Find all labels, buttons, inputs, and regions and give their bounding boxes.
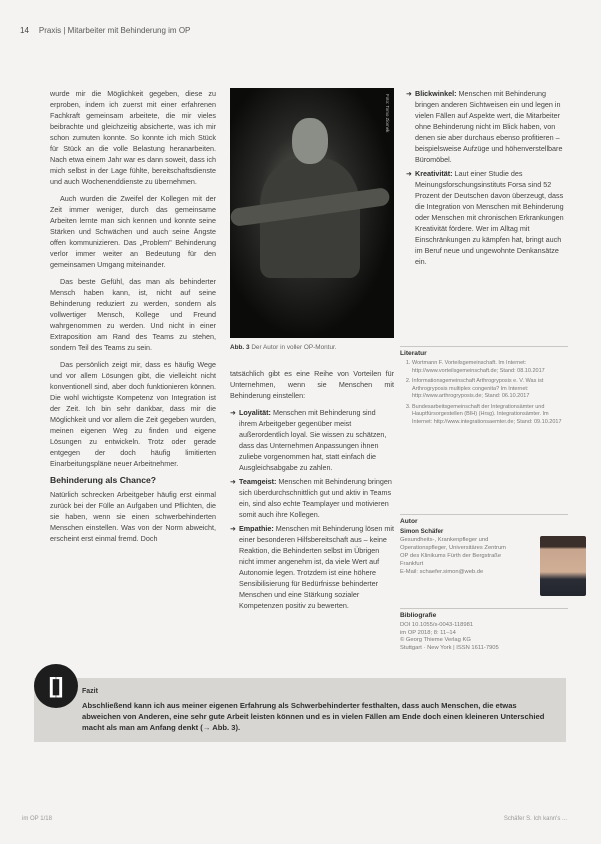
list-item: [230, 407, 394, 473]
bibliography-line: DOI 10.1055/s-0043-118981: [400, 622, 474, 628]
conclusion-label: Fazit: [82, 688, 98, 695]
article-column-3: [406, 88, 566, 270]
caption-label: Abb. 3: [230, 344, 250, 351]
author-info: [400, 528, 512, 576]
page-header: [20, 26, 190, 35]
paragraph: tatsächlich gibt es eine Reihe von Vorteilen für Unternehmen, wenn sie Menschen mit Behinderung einstellen:: [230, 369, 394, 400]
list-text: Menschen mit Behinderung lösen mit einer besonderen Hilfsbereitschaft aus – keine Reaktion, die Behinderten selbst im Übrigen nicht immer angenehm ist, da viele Wert auf Autonomie legen. Trotzdem ist eine höhere Sensibilisierung für Bedürfnisse behinderter Menschen und eine Stärkung sozialer Kompetenzen positiv zu bewerten.: [239, 524, 395, 610]
footer-citation: Schäfer S. Ich kann's ...: [503, 816, 567, 822]
arrow-icon: ➜: [406, 89, 413, 98]
divider: [400, 608, 568, 609]
list-text: Laut einer Studie des Meinungsforschungsinstituts Forsa sind 52 Prozent der Deutschen davon überzeugt, dass die Integration von Menschen mit Behinderung oder Menschen mit chronischen Erkrankungen Kreativität fördere. Wer im Alltag mit Einschränkungen zu kämpfen hat, bringt auch im Beruf neue und ungewohnte Denkansätze ein.: [415, 169, 564, 266]
list-text: Menschen mit Behinderung bringen sich überdurchschnittlich gut und aktiv in Teams ein, sind also echte Teamplayer und motivieren somit auch ihre Kollegen.: [239, 477, 392, 519]
literature-heading: Literatur: [400, 350, 427, 357]
author-email: E-Mail: schaefer.simon@web.de: [400, 569, 484, 575]
photo-credit: Foto: Tomo Ziomek: [385, 94, 390, 133]
photo-figure-head: [292, 118, 328, 164]
literature-item: 1. Wortmann F. Vorteilsgemeinschaft. Im Internet: http://www.vorteilsgemeinschaft.de; Stand: 08.10.2017: [412, 360, 568, 375]
caption-text: Der Autor in voller OP-Montur.: [251, 344, 337, 351]
list-term: Teamgeist:: [239, 477, 277, 486]
author-photo: [230, 88, 394, 338]
list-item: [406, 88, 566, 165]
bibliography-box: [400, 612, 568, 652]
conclusion-box: [34, 673, 566, 742]
list-item: [230, 476, 394, 520]
page-number: 14: [20, 26, 29, 35]
bibliography-text: [400, 622, 568, 652]
subheading: Behinderung als Chance?: [50, 475, 157, 485]
footer-journal: im OP 1/18: [22, 816, 52, 822]
author-heading: Autor: [400, 518, 418, 525]
list-text: Menschen mit Behinderung sind ihrem Arbeitgeber gegenüber meist außerordentlich loyal. Sie wissen zu schätzen, dass das Unternehmen Anpassungen ihnen zuliebe vorgenommen hat, statt einfach die Ausgleichsabgabe zu zahlen.: [239, 408, 387, 472]
bibliography-line: © Georg Thieme Verlag KG: [400, 637, 471, 643]
paragraph: Das beste Gefühl, das man als behinderter Mensch haben kann, ist, nicht auf seine Behinderung reduziert zu werden, sondern als vollwertiger Mensch, Kollege und Freund wahrgenommen zu werden. Und nicht in einer Extraposition am Rand des Teams zu stehen, sondern Teil des Teams zu sein.: [50, 277, 216, 352]
article-column-2: [230, 368, 394, 614]
author-name: Simon Schäfer: [400, 528, 444, 535]
bibliography-line: Stuttgart · New York | ISSN 1611-7905: [400, 644, 499, 651]
section-title: Praxis | Mitarbeiter mit Behinderung im OP: [38, 26, 191, 35]
author-box: [400, 518, 568, 576]
literature-box: [400, 350, 568, 429]
conclusion-text: Abschließend kann ich aus meiner eigenen Erfahrung als Schwerbehinderter festhalten, dass auch Menschen, die etwas abweichen von Anderen, eine sehr gute Arbeit leisten können und es in vielen Fällen am Ende doch einen kleineren Unterschied macht als man am Anfang denkt (→ Abb. 3).: [82, 701, 545, 732]
conclusion-icon: []: [34, 664, 78, 708]
bibliography-line: im OP 2018; 8: 11–14: [400, 629, 456, 636]
list-term: Blickwinkel:: [415, 89, 457, 98]
literature-list: [400, 360, 568, 426]
list-term: Empathie:: [239, 524, 274, 533]
paragraph: Natürlich schrecken Arbeitgeber häufig erst einmal zurück bei der Fülle an Aufgaben und Pflichten, die sie haben, wenn sie einen schwerbehinderten Menschen einstellen. Was von der Norm abweicht, erscheint erst einmal fremd. Doch: [50, 490, 216, 543]
paragraph: Das persönlich zeigt mir, dass es häufig Wege und vor allem Lösungen gibt, die vielleicht nicht konventionell sind, aber doch funktionieren können. Die wohl wichtigste Kompetenz von Integration ist der Zeit. Ich bin sehr dankbar, dass mir die Möglichkeit und vor allem die Zeit gegeben wurden, meinen eigenen Weg zu finden und eigene Lösungen zu entwickeln. Trotz oder gerade entgegen der doch häufig limitierten Einarbeitungspläne neuer Arbeitnehmer.: [50, 360, 216, 468]
list-text: Menschen mit Behinderung bringen anderen Sichtweisen ein und legen in vielen Fällen auf Aspekte wert, die Mitarbeiter ohne Behinderung nicht im Blick haben, von denen sie aber durchaus ebenso profitieren – beispielsweise Aufzüge und höhenverstellbare Büromöbel.: [415, 89, 563, 164]
arrow-icon: ➜: [230, 408, 237, 417]
list-item: [406, 168, 566, 267]
figure-caption: [230, 344, 394, 351]
advantages-list-continued: [406, 88, 566, 267]
bibliography-heading: Bibliografie: [400, 612, 437, 619]
literature-item: 3. Bundesarbeitsgemeinschaft der Integrationsämter und Hauptfürsorgestellen (BIH) (Hrsg). Integrationsämter. Im Internet: http://www.integrationsaemter.de; Stand: 09.10.2017: [412, 404, 568, 427]
arrow-icon: ➜: [230, 524, 237, 533]
article-column-1: [50, 88, 216, 550]
literature-item: 2. Informationsgemeinschaft Arthrogryposis e. V. Was ist Arthrogryposis multiplex congenita? Im Internet: http://www.arthrogryposis.de; Stand: 06.10.2017: [412, 378, 568, 401]
avatar: [540, 536, 586, 596]
paragraph: wurde mir die Möglichkeit gegeben, diese zu erproben, indem ich zuerst mit einer erfahrenen Fachkraft gemeinsam arbeitete, die mir vieles beibrachte und gleichzeitig absicherte, was ich mir schon zumuten konnte. So konnte ich mich Stück für Stück an die volle Belastung heranarbeiten. Nach etwa einem Jahr war es dann soweit, dass ich mich selbst in der Lage fühlte, bereitschaftsdienste und auch Wochenenddienste zu übernehmen.: [50, 89, 216, 186]
list-term: Loyalität:: [239, 408, 271, 417]
divider: [400, 514, 568, 515]
author-affiliation: Gesundheits-, Krankenpfleger und Operationspfleger, Universitäres Zentrum OP des Klinikums Fürth der Bergstraße Frankfurt: [400, 537, 506, 567]
advantages-list: [230, 407, 394, 611]
arrow-icon: ➜: [406, 169, 413, 178]
list-item: [230, 523, 394, 611]
paragraph: Auch wurden die Zweifel der Kollegen mit der Zeit immer weniger, durch das gemeinsame Arbeiten lernte man sich kennen und konnte seine Stärken und Schwächen und auch seine Ängste offen kommunizieren. Das „Problem" Behinderung verlor immer weiter an Bedeutung für den gemeinsamen Umgang miteinander.: [50, 194, 216, 269]
arrow-icon: ➜: [230, 477, 237, 486]
divider: [400, 346, 568, 347]
list-term: Kreativität:: [415, 169, 453, 178]
